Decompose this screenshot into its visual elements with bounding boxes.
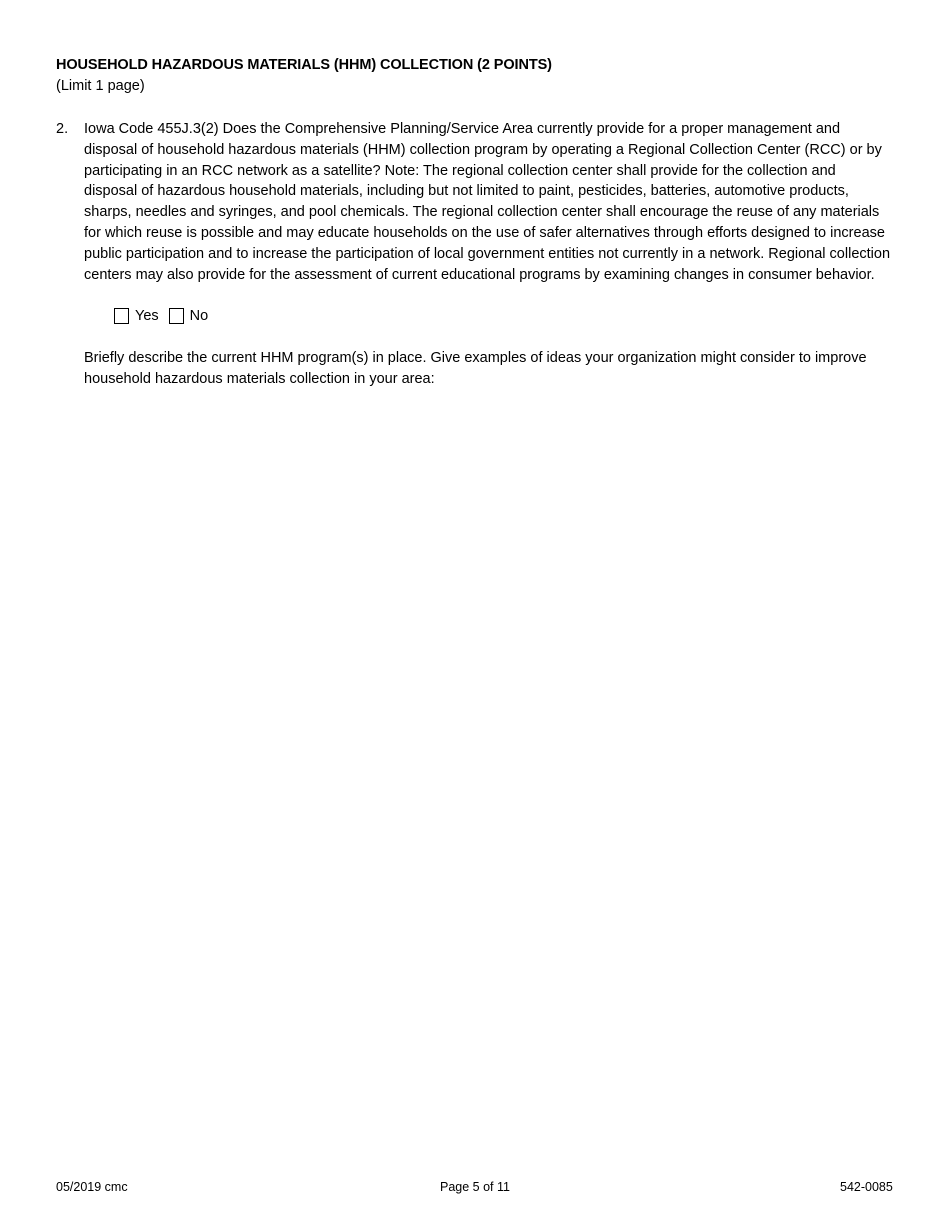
section-subtitle: (Limit 1 page) (56, 78, 145, 94)
question-number: 2. (56, 121, 69, 137)
section-title: HOUSEHOLD HAZARDOUS MATERIALS (HHM) COLLECTION (2 POINTS) (56, 57, 552, 73)
footer-page-number: Page 5 of 11 (440, 1180, 510, 1194)
description-answer-field[interactable] (84, 398, 898, 1142)
yes-label: Yes (135, 308, 159, 324)
footer-form-number: 542-0085 (840, 1180, 893, 1194)
yes-no-options (114, 306, 218, 326)
description-prompt: Briefly describe the current HHM program(s) in place. Give examples of ideas your organization might consider to improve household hazardous materials collection in your area: (84, 350, 867, 387)
footer-date: 05/2019 cmc (56, 1180, 128, 1194)
yes-checkbox[interactable] (114, 308, 129, 324)
no-checkbox[interactable] (169, 308, 184, 324)
no-label: No (189, 308, 209, 324)
question-text: Iowa Code 455J.3(2) Does the Comprehensive Planning/Service Area currently provide for a proper management and disposal of household hazardous materials (HHM) collection program by operating a Regional Collection Center (RCC) or by participating in an RCC network as a satellite? Note: The regional collection center shall provide for the collection and disposal of hazardous household materials, including but not limited to paint, pesticides, batteries, automotive products, sharps, needles and syringes, and pool chemicals. The regional collection center shall encourage the reuse of any materials for which reuse is possible and may educate households on the use of safer alternatives through efforts designed to increase public participation and to increase the participation of local government entities not currently in a network. Regional collection centers may also provide for the assessment of current educational programs by examining changes in consumer behavior. (84, 121, 891, 283)
